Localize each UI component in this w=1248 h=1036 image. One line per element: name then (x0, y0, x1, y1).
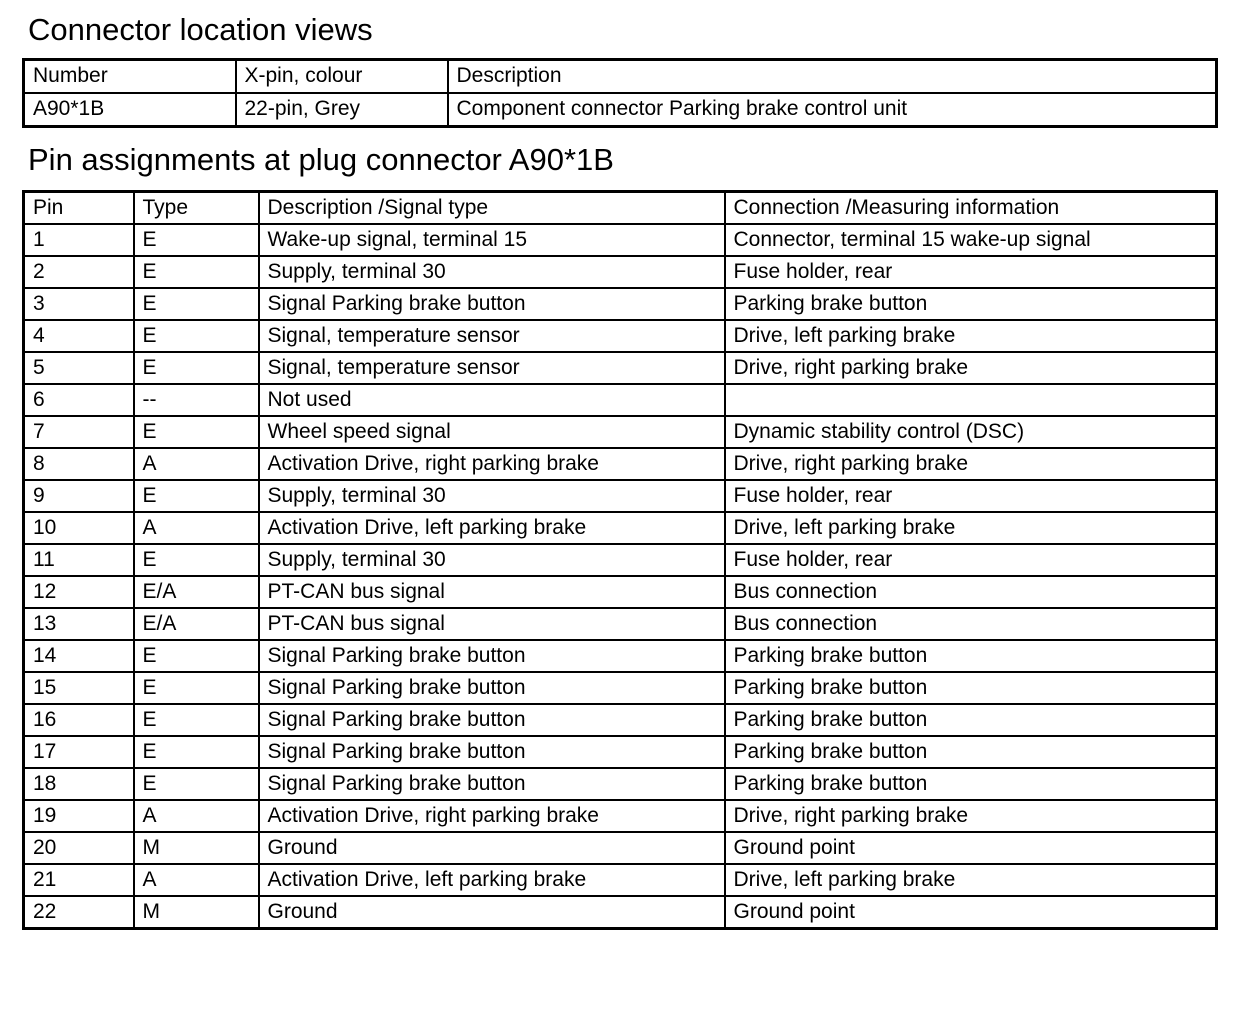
cell-type: E (134, 672, 259, 704)
table-row (24, 800, 1217, 832)
cell-pin: 11 (24, 544, 134, 576)
column-header-description-signal-type: Description /Signal type (259, 192, 725, 225)
page-title: Connector location views (28, 12, 373, 47)
column-header-type: Type (134, 192, 259, 225)
cell-description: Ground (259, 896, 725, 929)
cell-pin: 16 (24, 704, 134, 736)
column-header-xpin-colour: X-pin, colour (236, 60, 448, 94)
cell-pin: 8 (24, 448, 134, 480)
table-row (24, 672, 1217, 704)
table-row (24, 320, 1217, 352)
table-header-row (24, 192, 1217, 225)
cell-pin: 20 (24, 832, 134, 864)
connector-table-body (24, 60, 1217, 127)
cell-number: A90*1B (24, 93, 236, 127)
cell-description: Signal Parking brake button (259, 288, 725, 320)
table-row (24, 384, 1217, 416)
cell-connection: Drive, left parking brake (725, 512, 1217, 544)
cell-type: E/A (134, 576, 259, 608)
cell-type: E (134, 640, 259, 672)
cell-type: E (134, 704, 259, 736)
cell-pin: 18 (24, 768, 134, 800)
cell-pin: 17 (24, 736, 134, 768)
cell-type: E (134, 480, 259, 512)
cell-type: E (134, 544, 259, 576)
table-row (24, 608, 1217, 640)
cell-connection: Fuse holder, rear (725, 544, 1217, 576)
cell-connection: Drive, left parking brake (725, 320, 1217, 352)
cell-description: Signal, temperature sensor (259, 352, 725, 384)
table-row (24, 224, 1217, 256)
cell-connection: Connector, terminal 15 wake-up signal (725, 224, 1217, 256)
cell-description: Wheel speed signal (259, 416, 725, 448)
cell-description: Signal Parking brake button (259, 736, 725, 768)
cell-pin: 9 (24, 480, 134, 512)
table-row (24, 416, 1217, 448)
cell-description: Activation Drive, right parking brake (259, 448, 725, 480)
cell-type: E (134, 736, 259, 768)
cell-type: E/A (134, 608, 259, 640)
cell-description: PT-CAN bus signal (259, 576, 725, 608)
cell-connection: Bus connection (725, 576, 1217, 608)
cell-connection: Drive, left parking brake (725, 864, 1217, 896)
table-row (24, 480, 1217, 512)
cell-connection: Parking brake button (725, 768, 1217, 800)
cell-type: A (134, 800, 259, 832)
cell-connection: Bus connection (725, 608, 1217, 640)
cell-type: E (134, 352, 259, 384)
cell-pin: 10 (24, 512, 134, 544)
cell-connection: Fuse holder, rear (725, 256, 1217, 288)
cell-description: Activation Drive, right parking brake (259, 800, 725, 832)
column-header-pin: Pin (24, 192, 134, 225)
cell-connection: Parking brake button (725, 704, 1217, 736)
cell-connection: Dynamic stability control (DSC) (725, 416, 1217, 448)
cell-type: A (134, 512, 259, 544)
table-header-row (24, 60, 1217, 94)
table-row (24, 640, 1217, 672)
cell-type: M (134, 832, 259, 864)
cell-pin: 13 (24, 608, 134, 640)
table-row (24, 704, 1217, 736)
cell-type: A (134, 448, 259, 480)
column-header-connection-measuring-information: Connection /Measuring information (725, 192, 1217, 225)
cell-description: Wake-up signal, terminal 15 (259, 224, 725, 256)
cell-type: A (134, 864, 259, 896)
cell-description: Component connector Parking brake control unit (448, 93, 1217, 127)
table-row (24, 512, 1217, 544)
column-header-number: Number (24, 60, 236, 94)
cell-pin: 4 (24, 320, 134, 352)
cell-pin: 1 (24, 224, 134, 256)
table-row (24, 896, 1217, 929)
cell-pin: 22 (24, 896, 134, 929)
cell-connection: Ground point (725, 832, 1217, 864)
cell-description: Supply, terminal 30 (259, 256, 725, 288)
cell-description: Signal Parking brake button (259, 640, 725, 672)
pin-table-body (24, 192, 1217, 929)
table-row (24, 768, 1217, 800)
cell-type: E (134, 256, 259, 288)
cell-type: E (134, 768, 259, 800)
cell-pin: 19 (24, 800, 134, 832)
cell-type: -- (134, 384, 259, 416)
table-row (24, 93, 1217, 127)
cell-connection: Parking brake button (725, 640, 1217, 672)
cell-pin: 15 (24, 672, 134, 704)
table-row (24, 864, 1217, 896)
cell-connection: Ground point (725, 896, 1217, 929)
cell-pin: 5 (24, 352, 134, 384)
cell-connection: Drive, right parking brake (725, 800, 1217, 832)
cell-description: Activation Drive, left parking brake (259, 864, 725, 896)
cell-description: Signal, temperature sensor (259, 320, 725, 352)
cell-pin: 21 (24, 864, 134, 896)
cell-description: Supply, terminal 30 (259, 480, 725, 512)
table-row (24, 256, 1217, 288)
cell-type: E (134, 224, 259, 256)
cell-description: Ground (259, 832, 725, 864)
pin-assignments-table (22, 190, 1218, 930)
cell-description: Signal Parking brake button (259, 768, 725, 800)
connector-location-table (22, 58, 1218, 128)
cell-connection: Parking brake button (725, 288, 1217, 320)
cell-connection: Parking brake button (725, 736, 1217, 768)
cell-description: Signal Parking brake button (259, 672, 725, 704)
cell-connection: Fuse holder, rear (725, 480, 1217, 512)
cell-pin: 7 (24, 416, 134, 448)
table-row (24, 448, 1217, 480)
cell-description: Signal Parking brake button (259, 704, 725, 736)
cell-type: E (134, 288, 259, 320)
cell-xpin-colour: 22-pin, Grey (236, 93, 448, 127)
cell-description: Activation Drive, left parking brake (259, 512, 725, 544)
cell-description: Supply, terminal 30 (259, 544, 725, 576)
table-row (24, 832, 1217, 864)
cell-pin: 6 (24, 384, 134, 416)
cell-pin: 12 (24, 576, 134, 608)
column-header-description: Description (448, 60, 1217, 94)
table-row (24, 576, 1217, 608)
cell-description: PT-CAN bus signal (259, 608, 725, 640)
section-title: Pin assignments at plug connector A90*1B (28, 142, 614, 177)
cell-pin: 14 (24, 640, 134, 672)
cell-connection: Drive, right parking brake (725, 448, 1217, 480)
cell-type: M (134, 896, 259, 929)
table-row (24, 736, 1217, 768)
table-row (24, 544, 1217, 576)
cell-connection: Drive, right parking brake (725, 352, 1217, 384)
cell-type: E (134, 320, 259, 352)
cell-pin: 3 (24, 288, 134, 320)
table-row (24, 352, 1217, 384)
table-row (24, 288, 1217, 320)
cell-connection (725, 384, 1217, 416)
cell-connection: Parking brake button (725, 672, 1217, 704)
cell-description: Not used (259, 384, 725, 416)
cell-type: E (134, 416, 259, 448)
cell-pin: 2 (24, 256, 134, 288)
